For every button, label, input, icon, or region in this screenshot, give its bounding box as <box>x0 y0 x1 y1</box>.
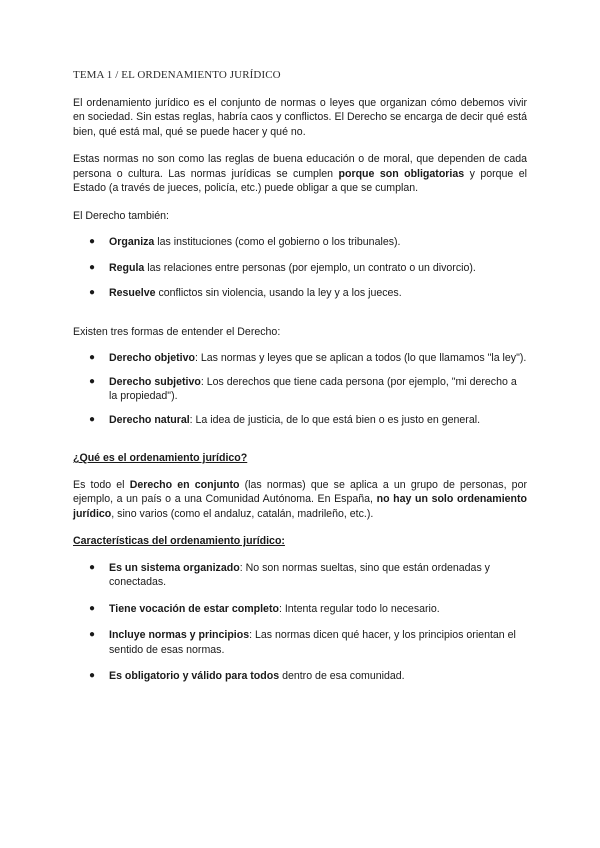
list-item: ● Derecho subjetivo: Los derechos que tiene cada persona (por ejemplo, "mi derecho a la propiedad"). <box>89 375 517 402</box>
functions-list <box>73 235 527 301</box>
list-item: ● Es un sistema organizado: No son normas sueltas, sino que están ordenadas y conectadas. <box>89 561 490 588</box>
characteristics-list <box>73 561 527 684</box>
list-item: ● Es obligatorio y válido para todos dentro de esa comunidad. <box>89 670 405 682</box>
intro-paragraph-3: El Derecho también: <box>73 209 169 222</box>
bullet-icon: ● <box>89 602 96 614</box>
list-item: ● Regula las relaciones entre personas (por ejemplo, un contrato o un divorcio). <box>89 261 476 274</box>
bullet-icon: ● <box>89 375 96 387</box>
intro-paragraph-1: El ordenamiento jurídico es el conjunto de normas o leyes que organizan cómo debemos vivir en sociedad. Sin estas reglas, habría caos y conflictos. El Derecho se encarga de decir qué está bien, qué está mal, qué se puede hacer y qué no. <box>73 96 527 138</box>
forms-list <box>73 351 527 427</box>
forms-intro: Existen tres formas de entender el Derecho: <box>73 325 281 338</box>
section-heading-what-is: ¿Qué es el ordenamiento jurídico? <box>73 452 248 464</box>
bullet-icon: ● <box>89 261 96 273</box>
document-page <box>73 68 527 684</box>
list-item: ● Organiza las instituciones (como el gobierno o los tribunales). <box>89 236 401 248</box>
document-title: TEMA 1 / EL ORDENAMIENTO JURÍDICO <box>73 69 281 81</box>
list-item: ● Derecho objetivo: Las normas y leyes que se aplican a todos (lo que llamamos "la ley"). <box>89 352 527 364</box>
bullet-icon: ● <box>89 629 96 640</box>
section-heading-characteristics: Características del ordenamiento jurídico: <box>73 535 285 547</box>
bullet-icon: ● <box>89 561 96 573</box>
bullet-icon: ● <box>89 413 96 425</box>
intro-paragraph-2: Estas normas no son como las reglas de buena educación o de moral, que dependen de cada persona o cultura. Las normas jurídicas se cumplen porque son obligatorias y porque el Estado (a través de jueces, policía, etc.) puede obligar a que se cumplan. <box>73 153 527 194</box>
list-item: ● Incluye normas y principios: Las normas dicen qué hacer, y los principios orientan el sentido de esas normas. <box>89 629 516 656</box>
section-paragraph-what-is: Es todo el Derecho en conjunto (las normas) que se aplica a un grupo de personas, por ejemplo, a un país o a una Comunidad Autónoma. En España, no hay un solo ordenamiento jurídico, sino varios (como el andaluz, catalán, madrileño, etc.). <box>73 478 527 520</box>
list-item: ● Tiene vocación de estar completo: Intenta regular todo lo necesario. <box>89 602 440 615</box>
list-item: ● Resuelve conflictos sin violencia, usando la ley y a los jueces. <box>89 287 402 299</box>
list-item: ● Derecho natural: La idea de justicia, de lo que está bien o es justo en general. <box>89 413 481 426</box>
bullet-icon: ● <box>89 287 96 298</box>
bullet-icon: ● <box>89 236 96 247</box>
bullet-icon: ● <box>89 670 96 681</box>
bullet-icon: ● <box>89 352 96 363</box>
